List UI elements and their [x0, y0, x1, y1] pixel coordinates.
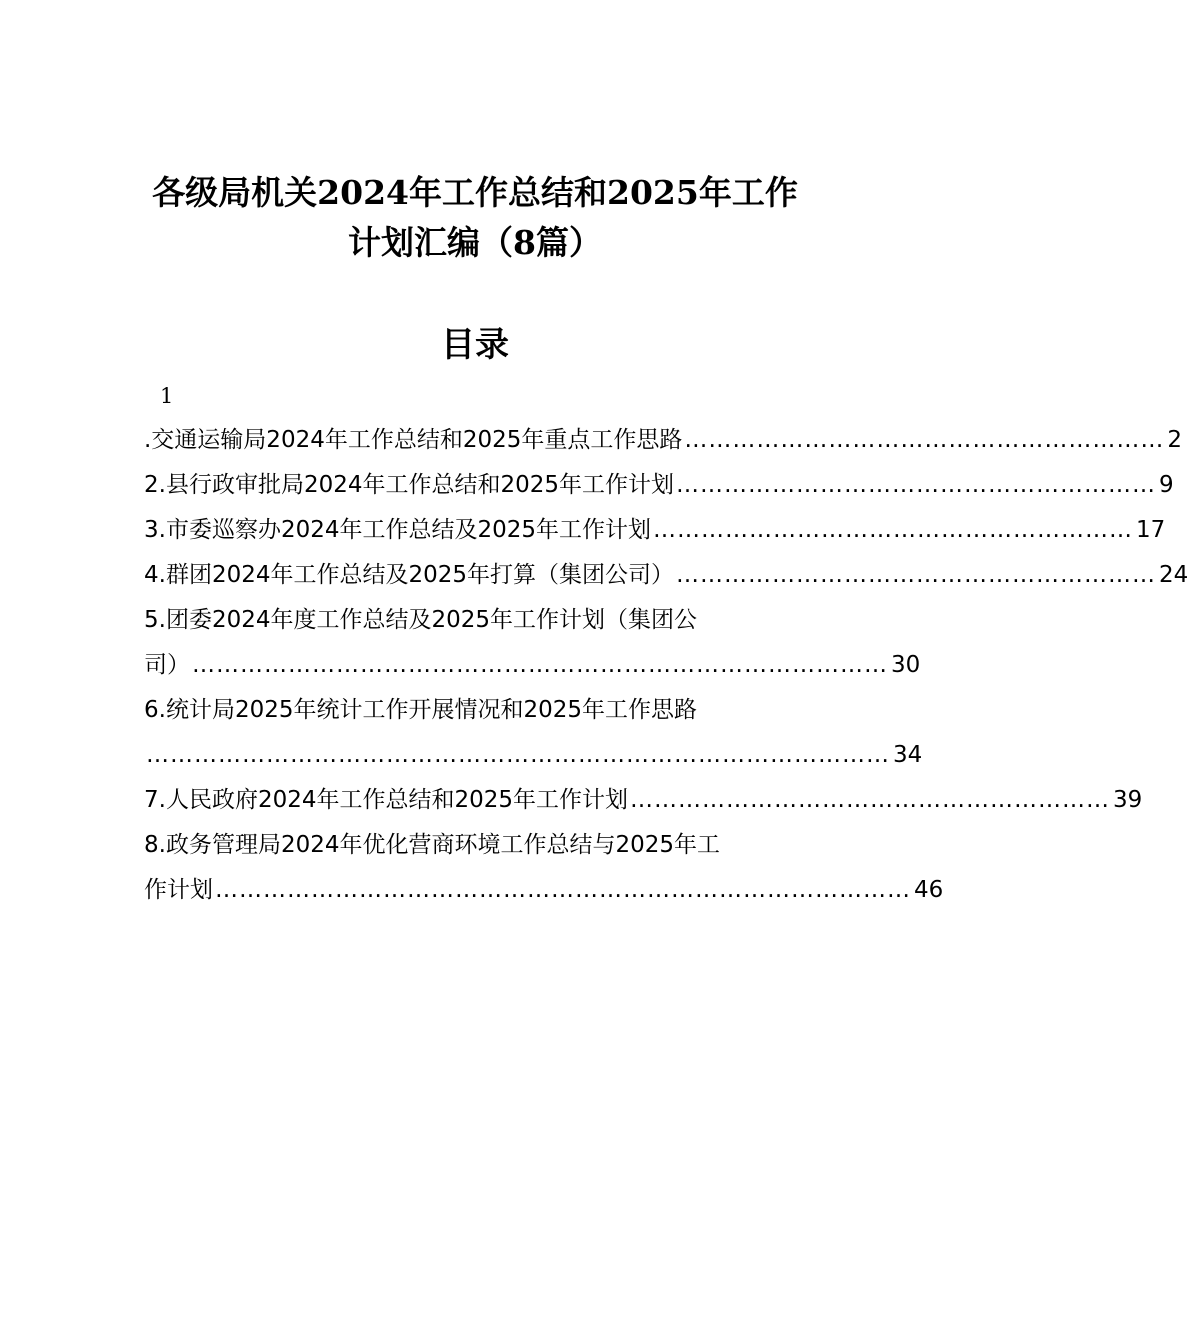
toc-dot-leader: …………………………………………………………………………………	[146, 742, 890, 768]
toc-entry-1[interactable]	[144, 418, 1183, 463]
toc-dot-leader: ……………………………………………………	[630, 787, 1111, 813]
toc-entry-title-line-1: 8.政务管理局2024年优化营商环境工作总结与2025年工	[144, 832, 721, 858]
toc-entry-title-line-2: 司）	[144, 652, 190, 678]
toc-entry-title: 3.市委巡察办2024年工作总结及2025年工作计划	[144, 517, 652, 543]
toc-page-number: 2	[1167, 427, 1183, 453]
toc-stray-number: 1	[160, 384, 174, 408]
document-title	[120, 168, 830, 268]
toc-entry-7[interactable]	[144, 778, 1143, 823]
toc-dot-leader: ……………………………………………………………………………	[192, 652, 888, 678]
toc-entry-title: 2.县行政审批局2024年工作总结和2025年工作计划	[144, 472, 675, 498]
toc-page-number: 46	[914, 877, 944, 903]
toc-page-number: 34	[893, 742, 923, 768]
toc-entry-8[interactable]	[144, 823, 944, 913]
toc-heading: 目录	[441, 325, 509, 365]
table-of-contents	[144, 374, 1188, 913]
toc-entry-title: 4.群团2024年工作总结及2025年打算（集团公司）	[144, 562, 675, 588]
toc-entry-title: .交通运输局2024年工作总结和2025年重点工作思路	[144, 427, 683, 453]
toc-dot-leader: ……………………………………………………	[676, 472, 1157, 498]
toc-entry-4[interactable]	[144, 553, 1188, 598]
toc-dot-leader: ……………………………………………………	[676, 562, 1157, 588]
toc-page-number: 30	[891, 652, 921, 678]
toc-entry-title-line-2: 作计划	[144, 877, 213, 903]
toc-page-number: 17	[1136, 517, 1166, 543]
toc-page-number: 39	[1113, 787, 1143, 813]
toc-entry-5[interactable]	[144, 598, 921, 688]
toc-page-number: 24	[1159, 562, 1188, 588]
toc-entry-2[interactable]	[144, 463, 1174, 508]
toc-entry-title-line-1: 5.团委2024年度工作总结及2025年工作计划（集团公	[144, 607, 698, 633]
document-title-line-2: 计划汇编（8篇）	[348, 223, 602, 262]
toc-entry-title-line-1: 6.统计局2025年统计工作开展情况和2025年工作思路	[144, 697, 698, 723]
toc-entry-title: 7.人民政府2024年工作总结和2025年工作计划	[144, 787, 629, 813]
toc-dot-leader: ……………………………………………………	[653, 517, 1134, 543]
toc-dot-leader: ……………………………………………………	[684, 427, 1165, 453]
document-title-line-1: 各级局机关2024年工作总结和2025年工作	[152, 173, 798, 212]
toc-entry-6[interactable]	[144, 688, 923, 778]
toc-entry-3[interactable]	[144, 508, 1166, 553]
toc-dot-leader: ……………………………………………………………………………	[215, 877, 911, 903]
toc-page-number: 9	[1159, 472, 1174, 498]
